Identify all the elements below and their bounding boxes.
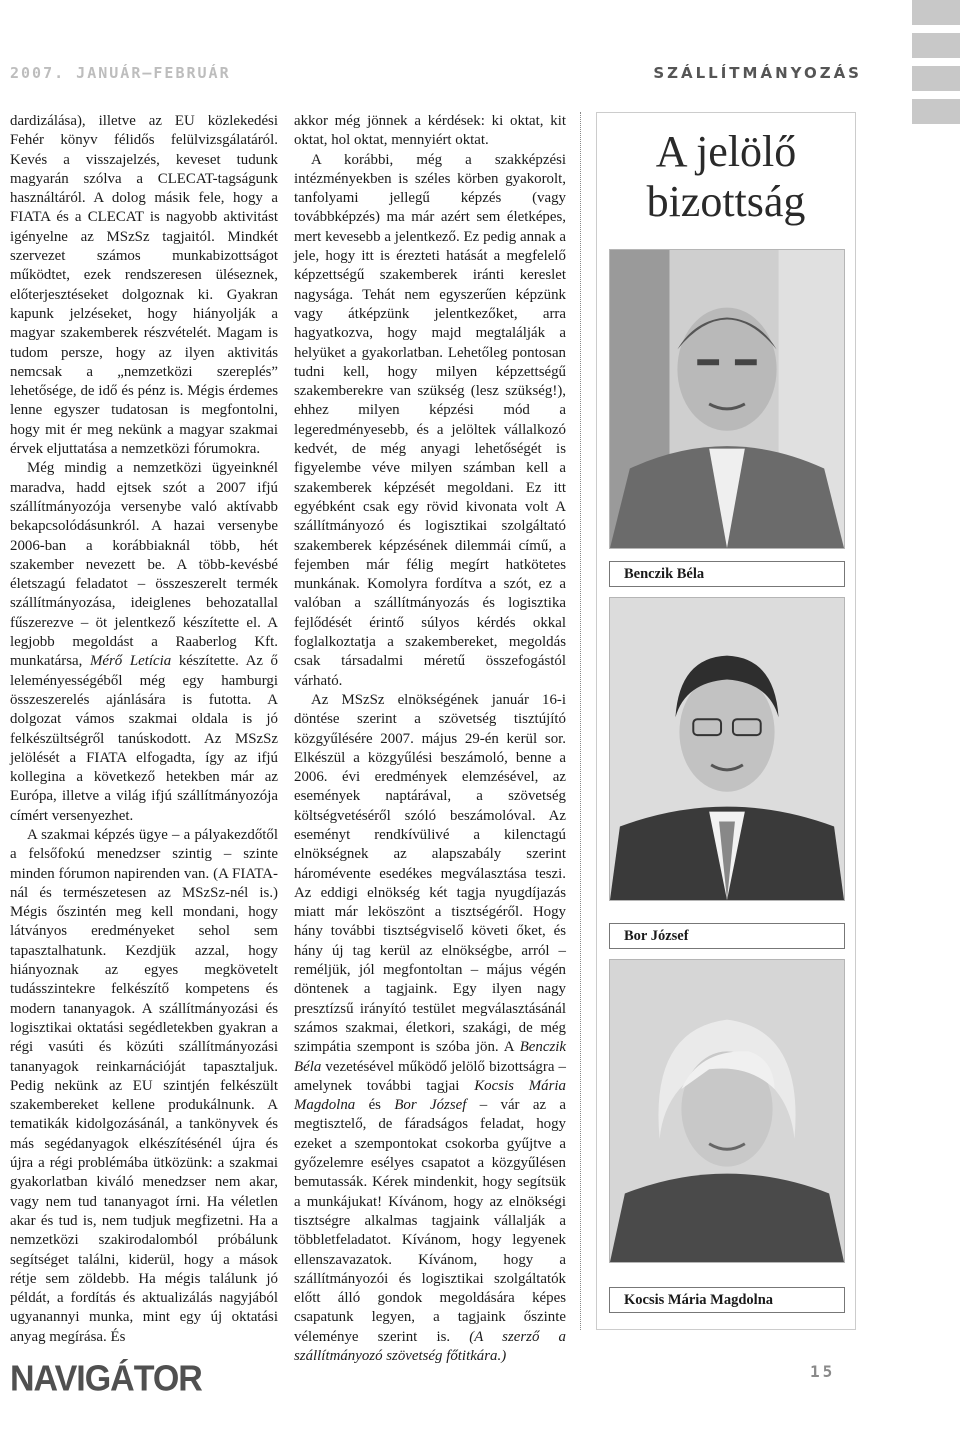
portrait-photo-benczik (609, 249, 845, 549)
portrait-photo-bor (609, 597, 845, 901)
paragraph: A szakmai képzés ügye – a pályakezdőtől a felsőfokú menedzser szintig – szinte minden fórumon napirenden van. (A FIATA-nál és természetesen az MSzSz-nél is.) Mégis őszintén meg kell mondani, hogy látványos eredményeket sehol sem tapasztalhatunk. Kezdjük azzal, hogy hiányoznak az egyes megkövetelt tudásszintekre felkészítő kompetens és modern tananyagok. A szállítmányozási és logisztikai oktatási segédletekben gyakran a régi vasúti és közúti szállítmányozási tananyagok reinkarnációját tapasztaljuk. Pedig nekünk az EU szintjén felkészült szakembereket kellene produkálnunk. A tematikák kidolgozásánál, a tankönyvek és más segédanyagok elkészítésénél újra és újra a régi problémába ütközünk: a szakmai gyakorlatban kiváló menedzser nem akar, vagy nem tud tananyagot írni. Ha véletlen akar és tud is, nem tudjuk megfizetni. Ha a nemzetközi szakirodalomból próbálunk segítséget találni, kiderül, hogy a mások rétje sem zöldebb. Ha mégis találunk jó példát, a fordítás és aktualizálás nagyjából ugyanannyi munka, mint egy új oktatási anyag megírása. És (10, 826, 278, 1345)
page-edge-tabs (912, 0, 960, 132)
paragraph: Az MSzSz elnökségének január 16-i döntése szerint a szövetség tisztújító közgyűlésére 2007. május 29-én kerül sor. Elkészül a közgyűlési beszámoló, benne a 2006. évi eredmények elemzésével, az események naptárával, a szövetség költségvetéséről szóló beszámolóval. Az eseményt rendkívülivé a kilenctagú elnökségnek az alapszabály szerint háromévente esedékes megválasztása teszi. Az eddigi elnökség két tagja nyugdíjazás miatt már leköszönt a tisztségéről. Hogy hány további tisztségviselő követi őket, és hány új tag kerül az elnökségbe, arról – reméljük, jól megfontoltan – május végén döntenek a tagjaink. Egy ilyen nagy presztízsű irányító testület megválasztásánál számos szakmai, életkori, szakági, de még szimpátia szempont is szóba jön. A Benczik Béla vezetésével működő jelölő bizottságra – amelynek további tagjai Kocsis Mária Magdolna és Bor József – vár az a megtisztelő, de fáradságos feladat, hogy ezeket a szempontokat csokorba gyűjtve a győzelemre esélyes csapatot a közgyűlésen bemutassák. Kérek mindenkit, hogy segítsük a munkájukat! Kívánom, hogy az elnökségi tisztségre alkalmas tagjaink vállalják a többletfeladatot. Kívánom, hogy legyenek ellenszavazatok. Kívánom, hogy a szállítmányozói és logisztikai szolgáltatók előtt álló gondok megoldására képes csapatunk legyen, a tagjaink őszinte véleménye szerint is. (A szerző a szállítmányozó szövetség főtitkára.) (294, 691, 566, 1364)
article-column-1 (10, 112, 278, 1347)
paragraph: dardizálása), illetve az EU közlekedési Fehér könyv félidős felülvizsgálatáról. Kevés a visszajelzés, keveset tudunk magyarán szólva a CLECAT-tagságunk használtáról. A dolog másik fele, hogy a FIATA és a CLECAT is nagyobb aktivitást igényelne az MSzSz tagjaitól. Mindkét szervezet számos munkabizottságot működtet, ezek rendszeresen üléseznek, előterjesztéseket dolgoznak ki. Gyakran kapunk jelzéseket, hogy hiányolják a magyar szakemberek részvételét. Magam is tudom persze, hogy az ilyen aktivitás nemcsak a „nemzetközi szereplés” lehetősége, de idő és pénz is. Mégis érdemes lenne egyszer tudatosan is megfontolni, hogy mit ér meg nekünk a magyar szakmai érvek eljuttatása a nemzetközi fórumokra. (10, 113, 278, 458)
edge-tab (912, 33, 960, 58)
photo-caption: Benczik Béla (609, 561, 845, 587)
person-name: Bor József (394, 1097, 467, 1114)
person-name: Mérő Letícia (89, 653, 172, 670)
photo-caption: Bor József (609, 923, 845, 949)
person-name: Kocsis Mária Magdolna (294, 1077, 566, 1114)
edge-tab (912, 0, 960, 25)
issue-date: 2007. JANUÁR–FEBRUÁR (10, 64, 231, 82)
portrait-photo-kocsis (609, 959, 845, 1263)
paragraph: akkor még jönnek a kérdések: ki oktat, kit oktat, hol oktat, mennyiért oktat. (294, 113, 566, 149)
article-column-2 (294, 112, 566, 1366)
page-number: 15 (810, 1362, 836, 1381)
sidebar-box (596, 112, 856, 1330)
person-name: Benczik Béla (294, 1039, 566, 1075)
section-title: SZÁLLÍTMÁNYOZÁS (653, 64, 862, 82)
edge-tab (912, 99, 960, 124)
paragraph: Még mindig a nemzetközi ügyeinknél maradva, hadd ejtsek szót a 2007 ifjú szállítmányozója versenybe való aktívabb bekapcsolódásunkról. A hazai versenybe 2006-ban a korábbiaknál több, hét szakember nevezett be. A több-kevésbé életszagú feladatot – összeszerelt termék szállítmányozása, ideiglenes behozatallal fűszerezve – öt jelentkező készítette el. A legjobb megoldást a Raaberlog Kft. munkatársa, Mérő Letícia készítette. Az ő leleményességéből még egy hamburgi összeszerelés ajánlására is futotta. A dolgozat vámos szakmai oldala is jó felkészültségről tanúskodott. Az MSzSz jelölését a FIATA elfogadta, így az ifjú kollegina a következő hetekben már az Európa, illetve a világ ifjú szállítmányozója címért versenyezhet. (10, 460, 278, 824)
column-divider (580, 112, 581, 1330)
author-note: (A szerző a szállítmányozó szövetség főtitkára.) (294, 1328, 566, 1364)
paragraph: A korábbi, még a szakképzési intézményekben is széles körben gyakorolt, tanfolyami jellegű képzés (vagy továbbképzés) ma már azért sem életképes, mert kevesebb a jelentkező. Ez pedig annak a jele, hogy itt is érezteti hatását a megfelelő képzettségű szakemberek iránti kereslet nagysága. Tehát nem egyszerűen képzünk vagy átképzünk jelentkezőket, arra hagyatkozva, hogy majd megtalálják a helyüket a gyakorlatban. Lehetőleg pontosan tudni kell, hogy milyen képzettségű szakemberekre van szükség (lesz szükség!), ehhez milyen képzési mód a legeredményesebb, és a jelöltek vállalkozó kedvét, de még anyagi lehetőségét is figyelembe véve milyen számban kell a szakemberek képzését megoldani. Ez itt egyébként csak egy rövid kivonata volt A szállítmányozó és logisztikai szolgáltató szakemberek képzésének dilemmái című, a fejemben már félig megírt hatkötetes munkának. Komolyra fordítva a szót, ez a valóban a szállítmányozás és logisztika fejlődését érintő súlyos kérdés okkal foglalkoztatja a szakembereket, megoldás csak társadalmi méretű összefogástól várható. (294, 151, 566, 689)
edge-tab (912, 66, 960, 91)
sidebar-title: A jelölő bizottság (646, 127, 806, 226)
magazine-logo: NAVIGÁTOR (10, 1359, 202, 1399)
photo-caption: Kocsis Mária Magdolna (609, 1287, 845, 1313)
